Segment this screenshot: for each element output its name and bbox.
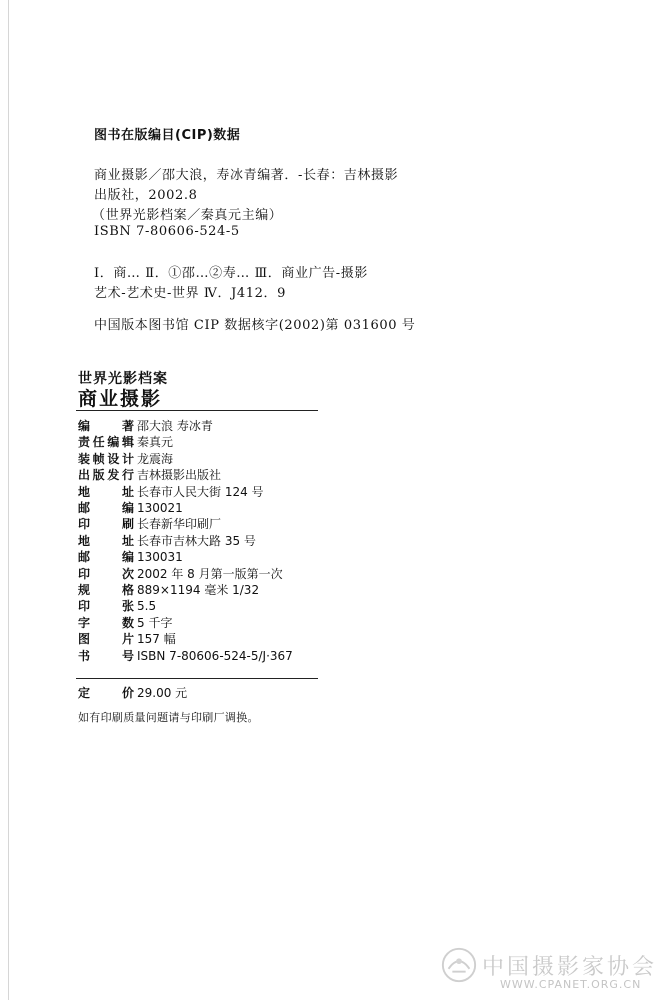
colophon-label: 字数	[78, 615, 134, 630]
cip-line: Ⅰ．商… Ⅱ．①邵…②寿… Ⅲ．商业广告-摄影	[94, 266, 368, 281]
colophon-value: ISBN 7-80606-524-5/J·367	[137, 648, 293, 663]
colophon-value: 130031	[137, 550, 183, 565]
price-value: 29.00 元	[137, 686, 188, 700]
cip-line: （世界光影档案／秦真元主编）	[92, 208, 283, 223]
price-row	[78, 685, 187, 702]
colophon-label: 印次	[78, 566, 134, 581]
colophon-row	[78, 484, 264, 501]
price-label: 定价	[78, 686, 134, 700]
colophon-label: 地址	[78, 484, 134, 499]
divider	[76, 678, 318, 679]
colophon-row	[78, 549, 183, 566]
cip-line: 出版社，2002.8	[94, 188, 198, 203]
association-logo-icon	[440, 946, 478, 984]
watermark-url: WWW.CPANET.ORG.CN	[500, 978, 642, 991]
colophon-label: 图片	[78, 632, 134, 647]
colophon-value: 157 幅	[137, 632, 176, 647]
page-edge	[8, 0, 9, 1000]
colophon-row	[78, 467, 221, 484]
cip-line: 艺术-艺术史-世界 Ⅳ．J412．9	[94, 286, 287, 301]
colophon-label: 印张	[78, 599, 134, 614]
colophon-value: 吉林摄影出版社	[137, 468, 222, 483]
colophon-row	[78, 615, 172, 632]
colophon-row	[78, 648, 293, 665]
colophon-value: 龙震海	[137, 451, 174, 466]
colophon-label: 编著	[78, 419, 134, 433]
colophon-value: 长春市吉林大路 35 号	[137, 533, 256, 548]
colophon-row	[78, 418, 213, 435]
colophon-row	[78, 533, 256, 550]
colophon-value: 2002 年 8 月第一版第一次	[137, 566, 283, 581]
colophon-value: 130021	[137, 501, 183, 515]
colophon-value: 5 千字	[137, 615, 173, 630]
colophon-row	[78, 598, 156, 615]
book-title: 商业摄影	[78, 388, 163, 410]
cip-heading: 图书在版编目(CIP)数据	[94, 128, 241, 143]
colophon-value: 5.5	[137, 599, 157, 614]
colophon-label: 邮编	[78, 501, 134, 515]
series-title: 世界光影档案	[78, 371, 168, 387]
cip-line: 商业摄影／邵大浪，寿冰青编著．-长春：吉林摄影	[94, 168, 399, 183]
colophon-value: 秦真元	[137, 435, 174, 450]
cip-line: ISBN 7-80606-524-5	[94, 224, 240, 239]
colophon-label: 书号	[78, 648, 134, 663]
colophon-row	[78, 516, 221, 533]
colophon-label: 地址	[78, 533, 134, 548]
cip-record-number: 中国版本图书馆 CIP 数据核字(2002)第 031600 号	[94, 318, 416, 333]
colophon-label: 责任编辑	[78, 435, 134, 450]
colophon-label: 出版发行	[78, 468, 134, 483]
quality-notice: 如有印刷质量问题请与印刷厂调换。	[78, 711, 259, 724]
colophon-row	[78, 631, 176, 648]
colophon-row	[78, 566, 283, 583]
colophon-row	[78, 582, 259, 599]
colophon-value: 长春新华印刷厂	[137, 517, 222, 532]
colophon-label: 印刷	[78, 517, 134, 532]
colophon-label: 装帧设计	[78, 451, 134, 466]
colophon-row	[78, 434, 173, 451]
divider	[76, 410, 318, 411]
colophon-row	[78, 451, 173, 468]
colophon-label: 规格	[78, 583, 134, 597]
colophon-label: 邮编	[78, 550, 134, 565]
colophon-value: 长春市人民大街 124 号	[137, 484, 264, 499]
watermark-text: 中国摄影家协会	[482, 955, 657, 980]
colophon-value: 邵大浪 寿冰青	[137, 419, 213, 433]
colophon-value: 889×1194 毫米 1/32	[137, 583, 260, 597]
colophon-row	[78, 500, 183, 517]
